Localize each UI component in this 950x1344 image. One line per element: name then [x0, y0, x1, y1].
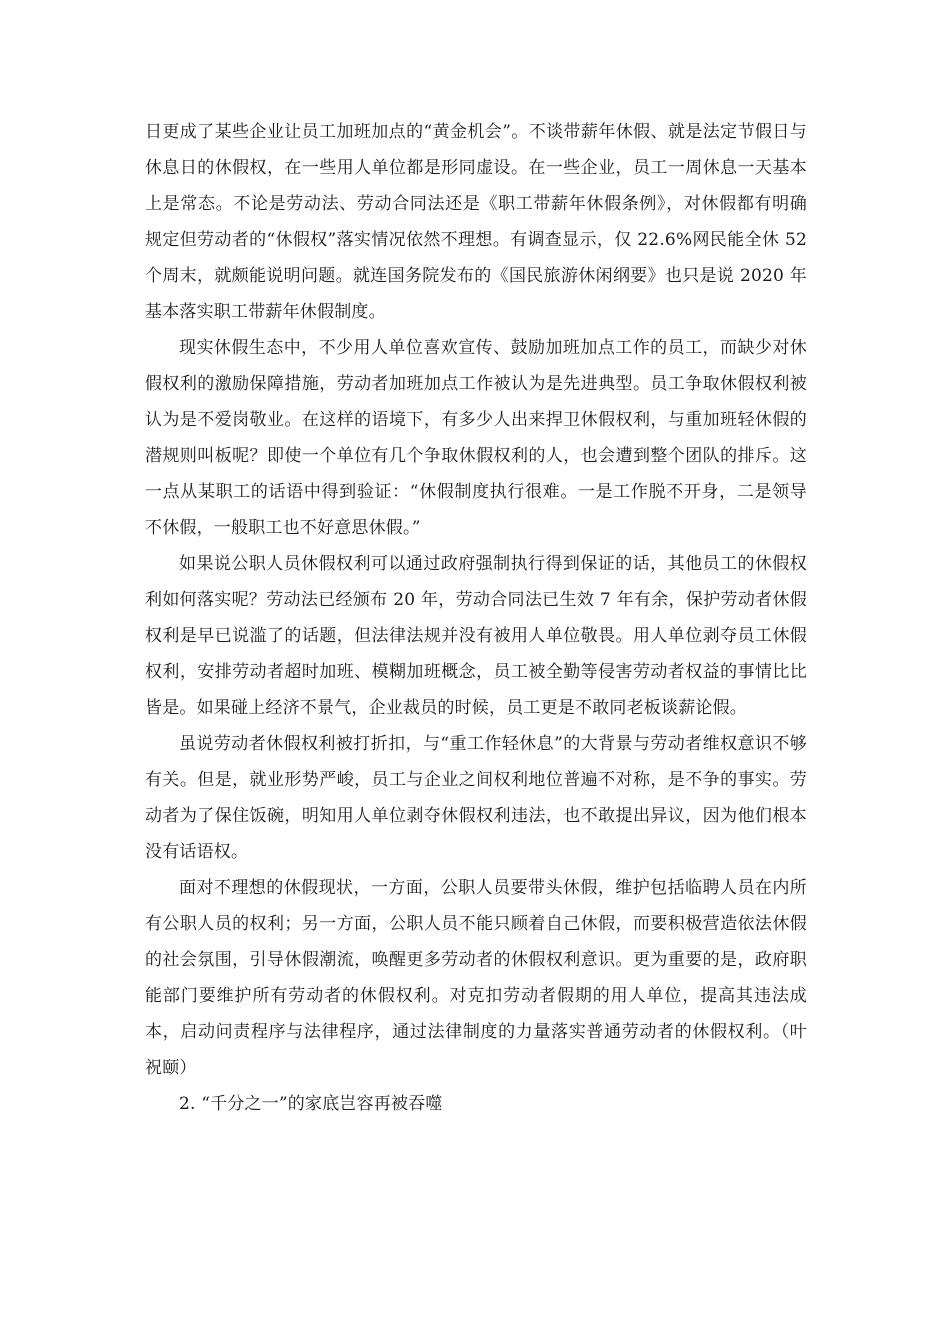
paragraph-2: 现实休假生态中，不少用人单位喜欢宣传、鼓励加班加点工作的员工，而缺少对休假权利的激励保障措施，劳动者加班加点工作被认为是先进典型。员工争取休假权利被认为是不爱岗敬业。在这样的语境下，有多少人出来捍卫休假权利，与重加班轻休假的潜规则叫板呢？即使一个单位有几个争取休假权利的人，也会遭到整个团队的排斥。这一点从某职工的话语中得到验证：“休假制度执行很难。一是工作脱不开身，二是领导不休假，一般职工也不好意思休假。” — [145, 338, 807, 538]
paragraph-1: 日更成了某些企业让员工加班加点的“黄金机会”。不谈带薪年休假、就是法定节假日与休息日的休假权，在一些用人单位都是形同虚设。在一些企业，员工一周休息一天基本上是常态。不论是劳动法、劳动合同法还是《职工带薪年休假条例》，对休假都有明确规定但劳动者的“休假权”落实情况依然不理想。有调查显示，仅 22.6%网民能全休 52 个周末，就颇能说明问题。就连国务院发布的《国民旅游休闲纲要》也只是说 2020 年基本落实职工带薪年休假制度。 — [145, 122, 807, 322]
paragraph-4: 虽说劳动者休假权利被打折扣，与“重工作轻休息”的大背景与劳动者维权意识不够有关。但是，就业形势严峻，员工与企业之间权利地位普遍不对称，是不争的事实。劳动者为了保住饭碗，明知用人单位剥夺休假权利违法，也不敢提出异议，因为他们根本没有话语权。 — [145, 734, 807, 862]
article-body — [145, 114, 807, 1122]
paragraph-3: 如果说公职人员休假权利可以通过政府强制执行得到保证的话，其他员工的休假权利如何落实呢？劳动法已经颁布 20 年，劳动合同法已生效 7 年有余，保护劳动者休假权利是早已说滥了的话题，但法律法规并没有被用人单位敬畏。用人单位剥夺员工休假权利，安排劳动者超时加班、模糊加班概念，员工被全勤等侵害劳动者权益的事情比比皆是。如果碰上经济不景气，企业裁员的时候，员工更是不敢同老板谈薪论假。 — [145, 554, 807, 718]
paragraph-5: 面对不理想的休假现状，一方面，公职人员要带头休假，维护包括临聘人员在内所有公职人员的权利；另一方面，公职人员不能只顾着自己休假，而要积极营造依法休假的社会氛围，引导休假潮流，唤醒更多劳动者的休假权利意识。更为重要的是，政府职能部门要维护所有劳动者的休假权利。对克扣劳动者假期的用人单位，提高其违法成本，启动问责程序与法律程序，通过法律制度的力量落实普通劳动者的休假权利。（叶祝颐） — [145, 878, 807, 1078]
section-heading: 2. “千分之一”的家底岂容再被吞噬 — [179, 1094, 443, 1114]
